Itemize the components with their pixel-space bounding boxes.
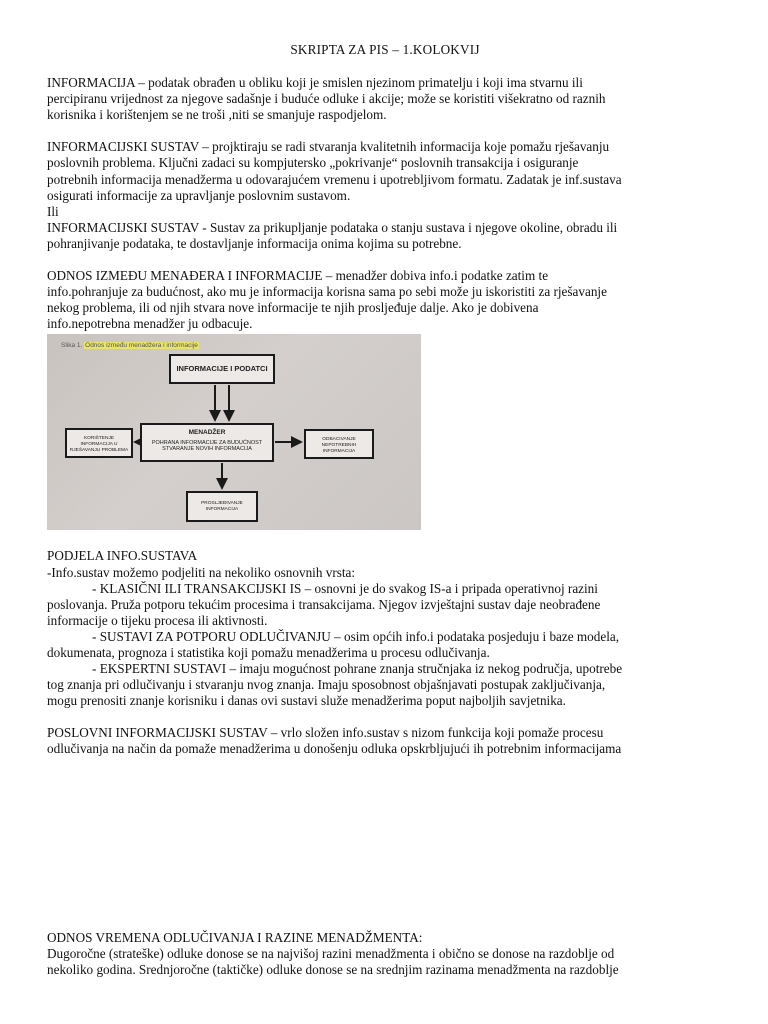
text-line: Ili [47,203,59,219]
text-line: poslovnih problema. Ključni zadaci su kompjutersko „pokrivanje“ poslovnih transakcija i osiguranje [47,155,579,171]
box-label: INFORMACIJE I PODATCI [176,364,268,374]
text-line: nekoliko godina. Srednjoročne (taktičke) odluke donose se na srednjim razinama menadžmenta na razdoblje [47,962,619,978]
document-page [47,42,723,758]
box-line: ODBACIVANJE [322,437,356,443]
text-line: odlučivanja na način da pomaže menadžerima u donošenju odluka opskrbljujući ih potrebnim informacijama [47,741,622,757]
text-line: INFORMACIJA – podatak obrađen u obliku koji je smislen njezinom primatelju i koji ima stvarnu ili [47,75,583,91]
odnos-menadzera-informacije [47,268,723,332]
informacija-definition [47,75,723,123]
box-line: STVARANJE NOVIH INFORMACIJA [162,446,252,453]
list-item [47,581,723,629]
text-line: info.pohranjuje za budućnost, ako mu je informacija korisna sama po sebi može ju iskoristiti za rješavanje [47,284,607,300]
list-item-first-line: - EKSPERTNI SUSTAVI – imaju mogućnost pohrane znanja stručnjaka iz nekog područja, upotrebe [92,661,623,677]
box-line: INFORMACIJA [322,449,356,455]
manager-information-diagram-photo [47,334,421,530]
poslovni-informacijski-sustav [47,725,723,757]
text-line: osigurati informacije za upravljanje poslovnim sustavom. [47,187,351,203]
document-title: SKRIPTA ZA PIS – 1.KOLOKVIJ [290,42,480,57]
text-line: informacije o tijeku procesa ili aktivnosti. [47,612,268,628]
box-koristenje-informacija [65,428,133,458]
text-line: nekog problema, ili od njih stvara nove informacije te njih prosljeđuje dalje. Ako je dobivena [47,300,539,316]
text-line: korisnika i korištenjem se ne troši ,niti se smanjuje raspodjelom. [47,107,387,123]
box-line: INFORMACIJA U [80,442,118,448]
text-line: pohranjivanje podataka, te dostavljanje informacija onima kojima su potrebne. [47,235,462,251]
box-menadzer [140,423,274,462]
box-informacije-i-podatci [169,354,275,384]
text-line: -Info.sustav možemo podjeliti na nekoliko osnovnih vrsta: [47,564,356,580]
text-line: info.nepotrebna menadžer ju odbacuje. [47,316,253,332]
text-line: INFORMACIJSKI SUSTAV - Sustav za prikupljanje podataka o stanju sustava i njegove okoline, obradu ili [47,219,618,235]
figure-caption-text: Odnos između menadžera i informacije [85,342,198,350]
list-item-first-line: - KLASIČNI ILI TRANSAKCIJSKI IS – osnovni je do svakog IS-a i pripada operativnoj razini [92,580,598,596]
box-line: PROSLJEĐIVANJE [201,501,243,507]
text-line: INFORMACIJSKI SUSTAV – projktiraju se radi stvaranja kvalitetnih informacija koje pomažu rješavanju [47,139,610,155]
text-line: mogu prenositi znanje korisniku i danas ovi sustavi služe menadžerima poput najboljih savjetnika. [47,693,566,709]
text-line: POSLOVNI INFORMACIJSKI SUSTAV – vrlo složen info.sustav s nizom funkcija koji pomaže procesu [47,725,604,741]
podjela-info-sustava [47,548,723,709]
text-line: dokumenata, prognoza i statistika koji pomažu menadžerima u procesu odlučivanja. [47,644,490,660]
list-item-first-line: - SUSTAVI ZA POTPORU ODLUČIVANJU – osim općih info.i podataka posjeduju i baze modela, [92,628,620,644]
box-line: KORIŠTENJE [83,436,115,442]
section-heading: ODNOS VREMENA ODLUČIVANJA I RAZINE MENADŽMENTA: [47,930,423,945]
text-line: poslovanja. Pruža potporu tekućim procesima i transakcijama. Njegov izvještajni sustav daje neobrađene [47,596,601,612]
text-line: ODNOS IZMEĐU MENAĐERA I INFORMACIJE – menadžer dobiva info.i podatke zatim te [47,268,549,284]
box-line: POHRANA INFORMACIJE ZA BUDUĆNOST [151,439,263,446]
informacijski-sustav-definition-1 [47,139,723,219]
box-line: RJEŠAVANJU PROBLEMA [69,448,129,454]
figure-caption-prefix: Slika 1. [61,342,83,350]
box-heading: MENADŽER [188,429,226,437]
text-line: Dugoročne (strateške) odluke donose se na najvišoj razini menadžmenta i obično se donose na razdoblje od [47,946,615,962]
box-line: INFORMACIJA [205,507,239,513]
informacijski-sustav-definition-2 [47,220,723,252]
section-heading: PODJELA INFO.SUSTAVA [47,548,198,564]
list-item [47,661,723,709]
text-line: percipiranu vrijednost za njegove sadašnje i buduće odluke i akcije; može se koristiti višekratno od raznih [47,91,606,107]
box-prosljedivanje-informacija [186,491,258,522]
box-odbacivanje-informacija [304,429,374,459]
box-line: NEPOTREBNIH [321,443,357,449]
list-item [47,629,723,661]
odnos-vremena-section [47,930,723,978]
text-line: tog znanja pri odlučivanju i stvaranju nvog znanja. Imaju sposobnost objašnjavati postupak zaključivanja, [47,677,606,693]
text-line: potrebnih informacija menadžerma u odovarajućem vremenu i upotrebljivom formatu. Zadatak je inf.sustava [47,171,622,187]
